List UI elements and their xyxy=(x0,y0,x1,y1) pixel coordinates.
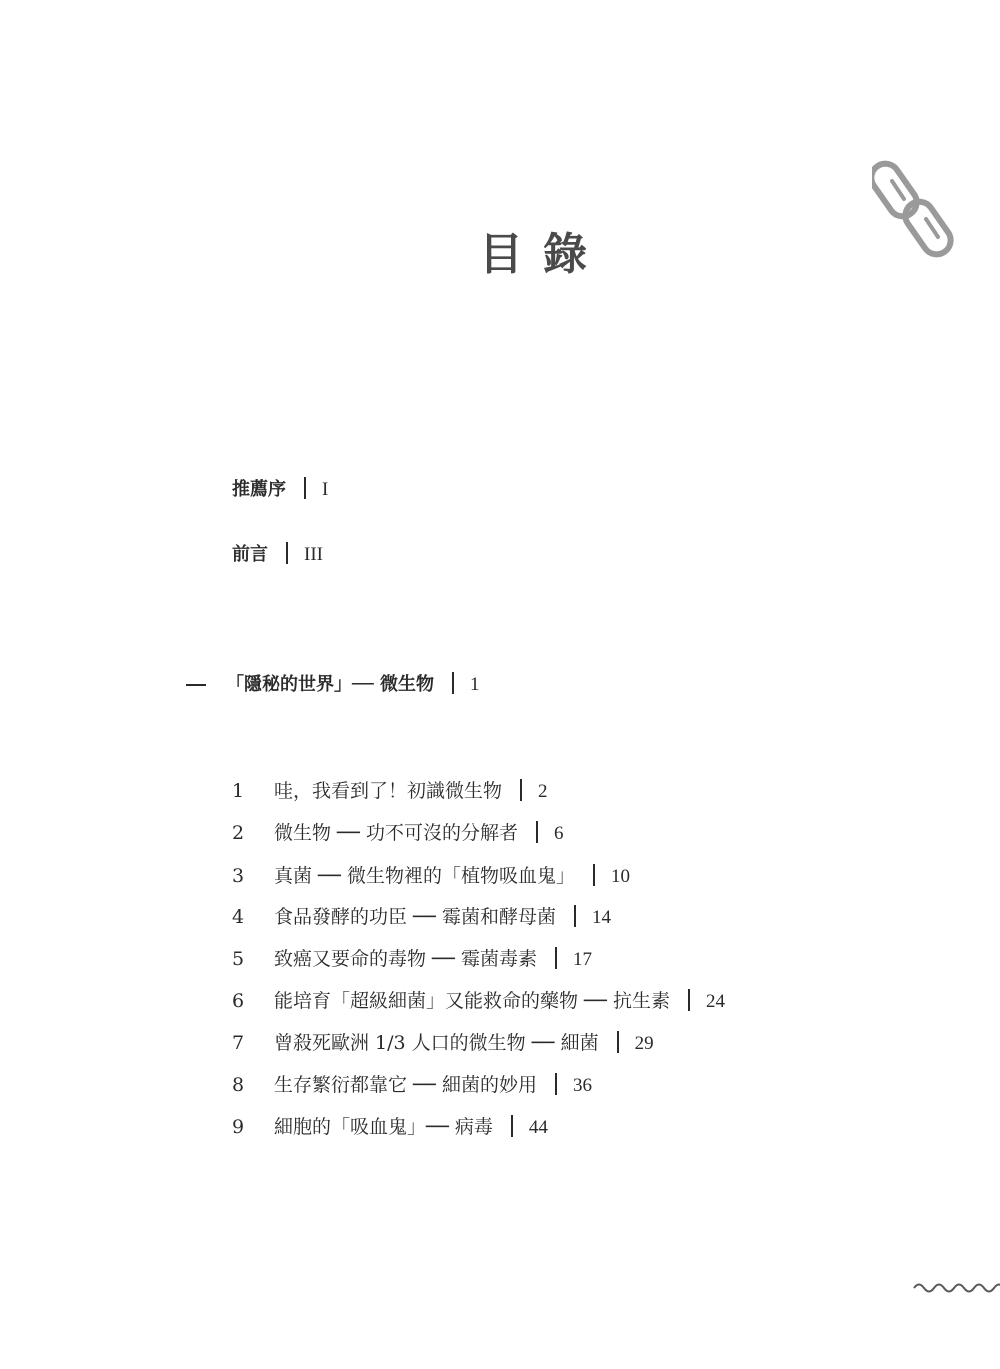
entry-number: 1 xyxy=(232,780,245,802)
entry-page-number: 24 xyxy=(705,991,725,1012)
separator-bar xyxy=(555,947,557,969)
toc-entry[interactable] xyxy=(274,903,611,932)
separator-bar xyxy=(688,989,690,1011)
toc-entry[interactable] xyxy=(274,819,563,848)
separator-bar xyxy=(617,1031,619,1053)
entry-title: 生存繁衍都靠它 ── 細菌的妙用 xyxy=(274,1074,537,1096)
entry-page-number: 29 xyxy=(634,1033,654,1054)
separator-bar xyxy=(593,864,595,886)
toc-page-number: III xyxy=(304,544,323,565)
toc-entry[interactable] xyxy=(274,1029,654,1058)
toc-entry[interactable] xyxy=(274,777,548,806)
entry-number: 8 xyxy=(232,1074,245,1096)
entry-title: 微生物 ── 功不可沒的分解者 xyxy=(274,822,518,844)
entry-title: 致癌又要命的毒物 ── 霉菌毒素 xyxy=(274,948,537,970)
separator-bar xyxy=(520,779,522,801)
toc-label: 推薦序 xyxy=(232,479,286,500)
section-page-number: 1 xyxy=(469,674,480,695)
toc-entry[interactable] xyxy=(274,862,630,891)
toc-entry[interactable] xyxy=(274,987,725,1016)
separator-bar xyxy=(511,1115,513,1137)
toc-page-number: I xyxy=(322,479,329,500)
entry-title: 細胞的「吸血鬼」── 病毒 xyxy=(274,1116,493,1138)
entry-title: 食品發酵的功臣 ── 霉菌和酵母菌 xyxy=(274,906,556,928)
entry-page-number: 10 xyxy=(610,866,630,887)
entry-number: 5 xyxy=(232,948,245,970)
entry-page-number: 2 xyxy=(538,781,548,802)
entry-number: 7 xyxy=(232,1032,245,1054)
toc-entry[interactable] xyxy=(274,1113,548,1142)
entry-title: 曾殺死歐洲 1/3 人口的微生物 ── 細菌 xyxy=(274,1032,599,1054)
separator-bar xyxy=(286,542,288,564)
separator-bar xyxy=(555,1073,557,1095)
toc-entry[interactable] xyxy=(274,1071,592,1100)
separator-bar xyxy=(536,821,538,843)
toc-section-heading[interactable] xyxy=(226,671,479,699)
toc-front-preface[interactable] xyxy=(232,541,323,569)
separator-bar xyxy=(574,905,576,927)
entry-page-number: 44 xyxy=(528,1117,548,1138)
entry-number: 9 xyxy=(232,1116,245,1138)
toc-label: 前言 xyxy=(232,544,268,565)
entry-title: 能培育「超級細菌」又能救命的藥物 ── 抗生素 xyxy=(274,990,670,1012)
entry-title: 哇，我看到了！初識微生物 xyxy=(274,780,503,802)
entry-number: 4 xyxy=(232,906,245,928)
entry-number: 3 xyxy=(232,865,245,887)
toc-front-recommendation[interactable] xyxy=(232,476,328,504)
page-title: 目錄 xyxy=(479,229,607,280)
separator-bar xyxy=(452,672,454,694)
entry-page-number: 17 xyxy=(572,949,592,970)
toc-entry[interactable] xyxy=(274,945,592,974)
entry-number: 2 xyxy=(232,822,245,844)
separator-bar xyxy=(304,477,306,499)
entry-title: 真菌 ── 微生物裡的「植物吸血鬼」 xyxy=(274,865,575,887)
entry-page-number: 6 xyxy=(553,823,564,844)
entry-page-number: 36 xyxy=(572,1075,592,1096)
section-marker-dash xyxy=(186,684,206,686)
entry-page-number: 14 xyxy=(591,907,611,928)
section-title: 「隱秘的世界」── 微生物 xyxy=(226,674,434,695)
wave-decoration-icon xyxy=(912,1278,1000,1298)
entry-number: 6 xyxy=(232,990,245,1012)
